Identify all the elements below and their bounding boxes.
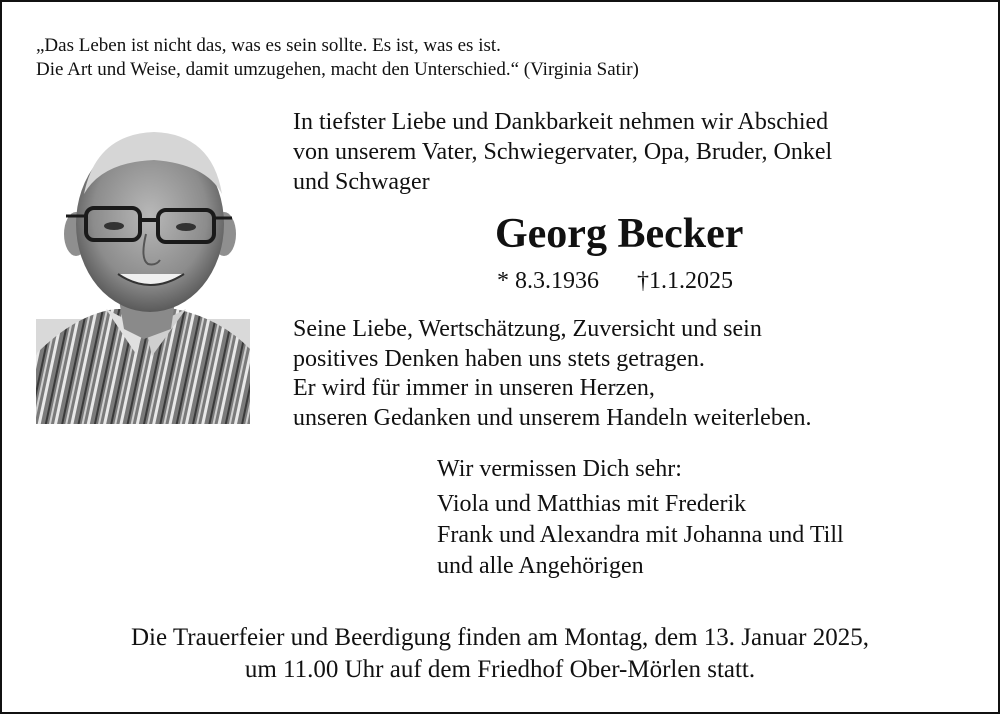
life-dates [497,266,733,296]
tribute-line: positives Denken haben uns stets getragen. [293,345,705,372]
funeral-line: um 11.00 Uhr auf dem Friedhof Ober-Mörlen statt. [244,656,756,683]
tribute-text [293,315,811,433]
intro-text [293,107,832,197]
portrait-photo [36,124,250,424]
funeral-info [0,622,1000,686]
closing-heading: Wir vermissen Dich sehr: [437,456,682,482]
deceased-name: Georg Becker [495,211,744,257]
funeral-line: Die Trauerfeier und Beerdigung finden am Montag, dem 13. Januar 2025, [130,624,870,651]
mourner-line: Frank und Alexandra mit Johanna und Till [437,522,844,548]
quote-line: Die Art und Weise, damit umzugehen, macht den Unterschied.“ (Virginia Satir) [36,59,639,80]
intro-line: und Schwager [293,169,430,195]
tribute-line: unseren Gedanken und unserem Handeln weiterleben. [293,404,812,431]
death-date: †1.1.2025 [637,268,733,294]
tribute-line: Seine Liebe, Wertschätzung, Zuversicht und sein [293,316,762,342]
birth-date: * 8.3.1936 [497,268,599,294]
tribute-line: Er wird für immer in unseren Herzen, [293,375,655,401]
intro-line: von unserem Vater, Schwiegervater, Opa, Bruder, Onkel [293,139,833,165]
mourners-list [437,489,844,582]
quote-block [36,34,639,82]
mourner-line: Viola und Matthias mit Frederik [437,491,747,517]
quote-line: „Das Leben ist nicht das, was es sein sollte. Es ist, was es ist. [36,35,501,56]
mourner-line: und alle Angehörigen [437,553,644,579]
portrait-illustration [36,124,250,424]
intro-line: In tiefster Liebe und Dankbarkeit nehmen wir Abschied [293,109,829,135]
